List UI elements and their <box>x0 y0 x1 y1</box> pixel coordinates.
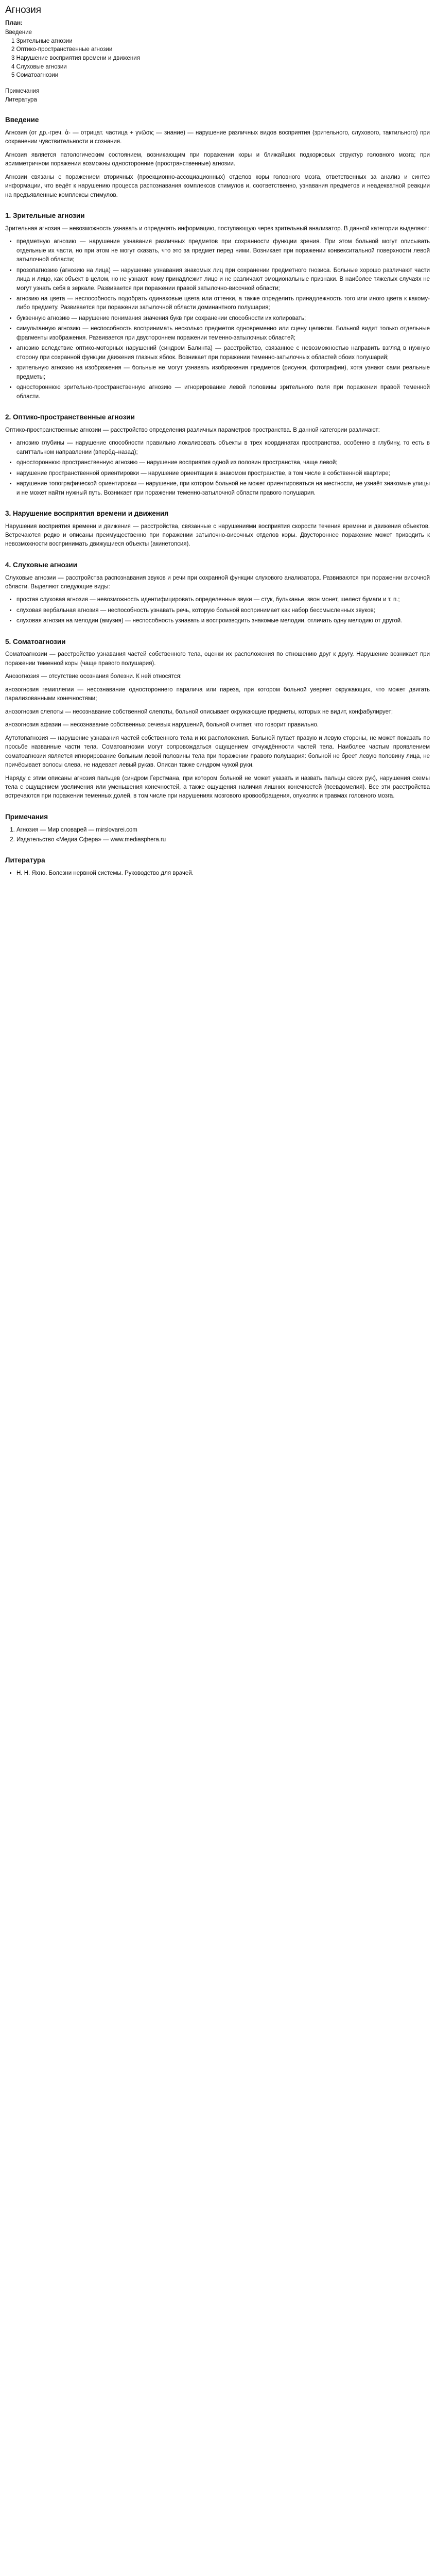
paragraph: Агнозия (от др.-греч. ἀ- — отрицат. частица + γνῶσις — знание) — нарушение различных видов восприятия (зрительного, слухового, тактильного) при сохранении чувствительности и сознания. <box>5 129 430 145</box>
list-item: • агнозию вследствие оптико-моторных нарушений (синдром Балинта) — расстройство, связанное с невозможностью направить взгляд в нужную сторону при сохранной функции движения глазных яблок. Возникает при поражении теменно-затылочных областей обоих полушарий; <box>16 344 430 362</box>
section-heading: 3. Нарушение восприятия времени и движения <box>5 510 169 517</box>
list-item: • слуховая вербальная агнозия — неспособность узнавать речь, которую больной воспринимает как набор бессмысленных звуков; <box>16 606 430 615</box>
paragraph: Агнозия является патологическим состоянием, возникающим при поражении коры и ближайших подкорковых структур головного мозга; при асимметричном поражении возможны односторонние (пространственные) агнозии. <box>5 151 430 167</box>
notes-heading: Примечания <box>5 812 48 821</box>
plan-item[interactable]: 2 Оптико-пространственные агнозии <box>11 46 113 53</box>
plan-item[interactable]: 5 Соматоагнозии <box>11 72 59 79</box>
note-link[interactable]: 2. Издательство «Медиа Сфера» — www.mediasphera.ru <box>16 836 430 844</box>
notes-section <box>5 812 430 844</box>
section-heading: 5. Соматоагнозии <box>5 637 66 646</box>
paragraph: Аутотопагнозия — нарушение узнавания частей собственного тела и их расположения. Больной путает правую и левую стороны, не может показать по просьбе названные части тела. Соматоагнозии могут сопровождаться ощущением отчуждённости частей тела. Наиболее частым проявлением соматоагнозии является игнорирование больным левой половины тела при поражении правого полушария: больной не бреет левую половину лица, не причёсывает волосы слева, не надевает левый рукав. Описан также синдром чужой руки. <box>5 735 430 769</box>
list-item: • предметную агнозию — нарушение узнавания различных предметов при сохранности функции зрения. При этом больной могут описывать отдельные их части, но при этом не могут сказать, что это за предмет перед ними. Возникает при поражении конвекситальной поверхности левой затылочной области; <box>16 238 430 264</box>
page-title: Агнозия <box>5 5 42 15</box>
plan-item[interactable]: 4 Слуховые агнозии <box>11 63 67 70</box>
list-item: • нарушение пространственной ориентировки — нарушение ориентации в знакомом пространстве, в том числе в собственной квартире; <box>16 469 430 478</box>
notes-list <box>5 826 430 845</box>
list-item: • нарушение топографической ориентировки — нарушение, при котором больной не может ориентироваться на местности, не узнаёт знакомые улицы и не может найти нужный путь. Возникает при поражении теменно-затылочной области правого полушария. <box>16 480 430 498</box>
paragraph: Нарушения восприятия времени и движения — расстройства, связанные с нарушениями восприятия скорости течения времени и движения объектов. Встречаются редко и описаны преимущественно при поражении затылочно-височных отделов коры. Двустороннее поражение может приводить к невозможности воспринимать движущиеся объекты (акинетопсия). <box>5 523 430 548</box>
paragraph: Оптико-пространственные агнозии — расстройство определения различных параметров пространства. В данной категории различают: <box>5 427 380 433</box>
plan-item[interactable]: Примечания <box>5 88 40 95</box>
paragraph: Анозогнозия — отсутствие осознания болезни. К ней относятся: <box>5 673 182 680</box>
section <box>5 637 430 801</box>
section-heading: 4. Слуховые агнозии <box>5 561 77 569</box>
list-item: • симультанную агнозию — неспособность воспринимать несколько предметов одновременно или сцену целиком. Больной видит только отдельные фрагменты изображения. Развивается при двустороннем поражении теменно-затылочных областей; <box>16 325 430 343</box>
list-item: • зрительную агнозию на изображения — больные не могут узнавать изображения предметов (рисунки, фотографии), хотя узнают сами реальные предметы; <box>16 364 430 382</box>
article-body <box>5 115 430 801</box>
literature-heading: Литература <box>5 856 45 865</box>
list-item: • одностороннюю зрительно-пространственную агнозию — игнорирование левой половины зрительного поля при поражении правой теменной области. <box>16 383 430 401</box>
paragraph: анозогнозия афазии — несознавание собственных речевых нарушений, больной считает, что говорит правильно. <box>5 722 319 728</box>
note-link[interactable]: 1. Агнозия — Мир словарей — mirslovarei.com <box>16 826 430 835</box>
paragraph: Соматоагнозии — расстройство узнавания частей собственного тела, оценки их расположения по отношению друг к другу. Нарушение возникает при поражении теменной коры (чаще правого полушария). <box>5 651 430 667</box>
list-item: • агнозию глубины — нарушение способности правильно локализовать объекты в трех координатах пространства, особенно в глубину, то есть в сагиттальном направлении (вперёд–назад); <box>16 439 430 457</box>
literature-item: • Н. Н. Яхно. Болезни нервной системы. Руководство для врачей. <box>16 869 430 878</box>
list-item: • агнозию на цвета — неспособность подобрать одинаковые цвета или оттенки, а также определить принадлежность того или иного цвета к какому-либо предмету. Развивается при поражении затылочной области доминантного полушария; <box>16 295 430 313</box>
list-item: • буквенную агнозию — нарушение понимания значения букв при сохранении способности их копировать; <box>16 314 430 323</box>
paragraph: Наряду с этим описаны агнозия пальцев (синдром Герстмана, при котором больной не может указать и назвать пальцы своих рук), нарушения схемы тела с ощущением увеличения или уменьшения конечностей, а также ощущения наличия лишних конечностей (псевдомелия). Все эти расстройства встречаются при поражении теменных долей, в том числе при нарушениях мозгового кровообращения, опухолях и травмах головного мозга. <box>5 775 430 800</box>
paragraph: анозогнозия слепоты — несознавание собственной слепоты, больной описывает окружающие предметы, которых не видит, конфабулирует; <box>5 708 393 715</box>
list-item: • слуховая агнозия на мелодии (амузия) — неспособность узнавать и воспроизводить знакомые мелодии, отличать одну мелодию от другой. <box>16 617 430 625</box>
list-item: • простая слуховая агнозия — невозможность идентифицировать определенные звуки — стук, бульканье, звон монет, шелест бумаги и т. п.; <box>16 596 430 604</box>
section <box>5 509 430 549</box>
section <box>5 211 430 401</box>
paragraph: анозогнозия гемиплегии — несознавание одностороннего паралича или пареза, при котором больной уверяет окружающих, что может двигать парализованными конечностями; <box>5 686 430 702</box>
section-heading: Введение <box>5 116 39 124</box>
literature-section <box>5 856 430 878</box>
plan-item[interactable]: 1 Зрительные агнозии <box>11 38 73 44</box>
plan-spacer <box>5 80 430 87</box>
section-heading: 2. Оптико-пространственные агнозии <box>5 413 135 421</box>
paragraph: Зрительная агнозия — невозможность узнавать и определять информацию, поступающую через зрительный анализатор. В данной категории выделяют: <box>5 225 429 232</box>
plan-item[interactable]: 3 Нарушение восприятия времени и движения <box>11 55 140 61</box>
section <box>5 115 430 200</box>
literature-list <box>5 869 430 878</box>
plan-block <box>5 18 430 105</box>
list-item: • одностороннюю пространственную агнозию — нарушение восприятия одной из половин пространства, чаще левой; <box>16 459 430 467</box>
paragraph: Слуховые агнозии — расстройства распознавания звуков и речи при сохранной функции слухового анализатора. Развиваются при поражении височной области. Выделяют следующие виды: <box>5 574 430 590</box>
section <box>5 561 430 626</box>
plan-item[interactable]: Введение <box>5 29 32 36</box>
bullet-list <box>5 439 430 498</box>
section <box>5 413 430 498</box>
plan-item[interactable]: Литература <box>5 96 37 103</box>
plan-label: План: <box>5 19 23 26</box>
bullet-list <box>5 596 430 625</box>
paragraph: Агнозии связаны с поражением вторичных (проекционно-ассоциационных) отделов коры головного мозга, ответственных за анализ и синтез информации, что ведёт к нарушению процесса распознавания комплексов стимулов и, соответственно, узнавания предметов и неадекватной реакции на предъявленные комплексы стимулов. <box>5 174 430 198</box>
bullet-list <box>5 238 430 401</box>
list-item: • прозопагнозию (агнозию на лица) — нарушение узнавания знакомых лиц при сохранении предметного гнозиса. Больные хорошо различают части лица и лицо, как объект в целом, но не узнают, кому принадлежит лицо и не различают эмоциональные признаки. В наиболее тяжелых случаях не могут узнать себя в зеркале. Развивается при поражении правой затылочно-височной области; <box>16 266 430 293</box>
section-heading: 1. Зрительные агнозии <box>5 212 85 220</box>
